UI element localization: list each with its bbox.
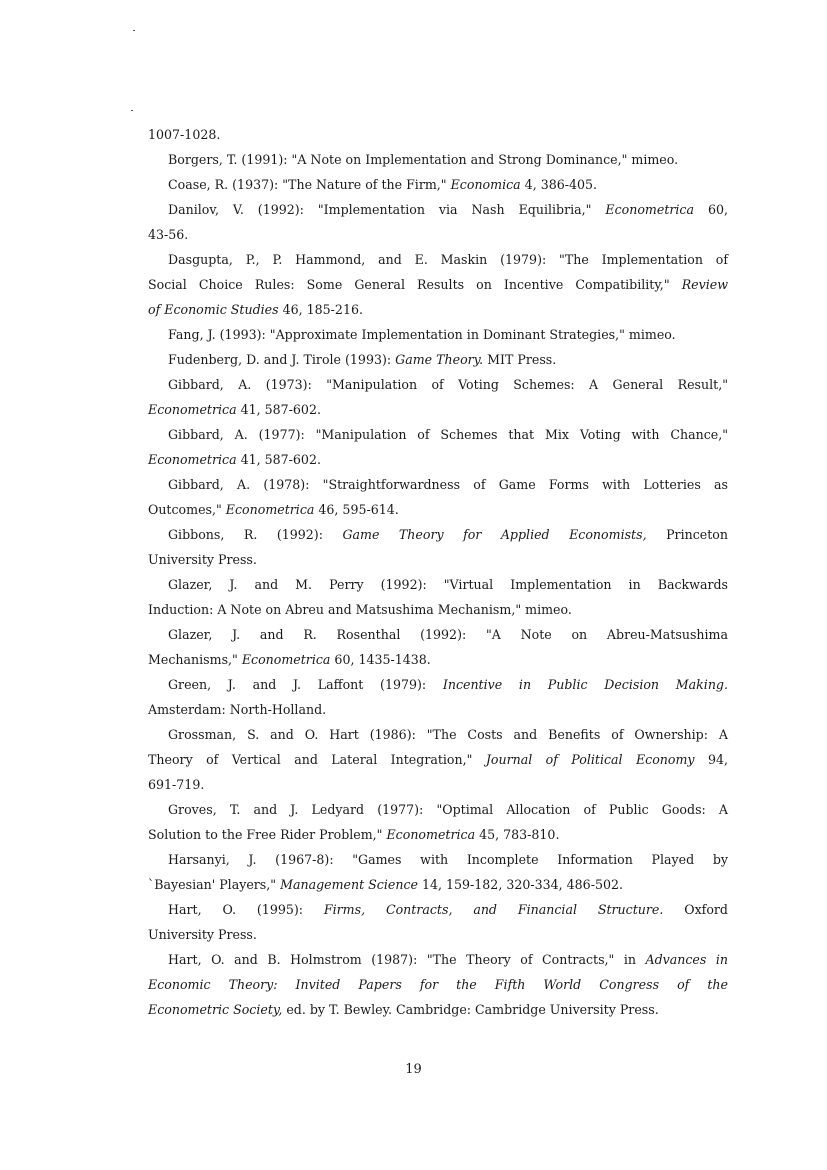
text-run: Princeton: [646, 527, 728, 542]
text-run: 60, 1435-1438.: [330, 652, 431, 667]
text-run: Solution to the Free Rider Problem,": [148, 827, 387, 842]
reference-continuation-line: [148, 972, 728, 997]
reference-continuation-line: [148, 697, 728, 722]
text-run: Fudenberg, D. and J. Tirole (1993):: [168, 352, 396, 367]
text-run: Gibbard, A. (1978): "Straightforwardness of Game Forms with Lotteries as: [168, 477, 728, 492]
reference-continuation-line: [148, 772, 728, 797]
reference-entry-start-line: [148, 347, 728, 372]
italic-text: Econometrica: [148, 452, 237, 467]
italic-text: Advances in: [645, 952, 728, 967]
reference-continuation-line: [148, 597, 728, 622]
reference-entry-start-line: [148, 722, 728, 747]
scan-mark-left: [131, 110, 133, 111]
text-run: Grossman, S. and O. Hart (1986): "The Costs and Benefits of Ownership: A: [168, 727, 728, 742]
reference-continuation-line: [148, 922, 728, 947]
reference-continuation-line: [148, 222, 728, 247]
text-run: Gibbons, R. (1992):: [168, 527, 343, 542]
italic-text: Econometrica: [241, 652, 331, 667]
reference-entry-start-line: [148, 197, 728, 222]
reference-entry-start-line: [148, 847, 728, 872]
reference-entry-start-line: [148, 422, 728, 447]
text-run: Social Choice Rules: Some General Results on Incentive Compatibility,": [148, 277, 682, 292]
text-run: Coase, R. (1937): "The Nature of the Firm,": [168, 177, 451, 192]
text-run: Harsanyi, J. (1967-8): "Games with Incomplete Information Played by: [168, 852, 728, 867]
italic-text: Economic Theory: Invited Papers for the Fifth World Congress of the: [148, 977, 728, 992]
reference-continuation-line: [148, 822, 728, 847]
text-run: 1007-1028.: [148, 127, 221, 142]
reference-entry-start-line: [148, 172, 728, 197]
reference-entry-start-line: [148, 247, 728, 272]
scan-mark-top: [133, 30, 135, 31]
reference-entry-start-line: [148, 947, 728, 972]
text-run: Oxford: [663, 902, 728, 917]
reference-entry-start-line: [148, 472, 728, 497]
text-run: Green, J. and J. Laffont (1979):: [168, 677, 443, 692]
text-run: Outcomes,": [148, 502, 226, 517]
text-run: Groves, T. and J. Ledyard (1977): "Optimal Allocation of Public Goods: A: [168, 802, 728, 817]
text-run: ed. by T. Bewley. Cambridge: Cambridge University Press.: [282, 1002, 659, 1017]
text-run: Gibbard, A. (1977): "Manipulation of Schemes that Mix Voting with Chance,": [168, 427, 728, 442]
page-number: 19: [405, 1062, 422, 1077]
text-run: Gibbard, A. (1973): "Manipulation of Voting Schemes: A General Result,": [168, 377, 728, 392]
reference-entry-start-line: [148, 147, 728, 172]
text-run: 60,: [694, 202, 728, 217]
text-run: Induction: A Note on Abreu and Matsushima Mechanism," mimeo.: [148, 602, 572, 617]
text-run: 14, 159-182, 320-334, 486-502.: [417, 877, 623, 892]
italic-text: Game Theory.: [395, 352, 484, 367]
reference-continuation-line: [148, 997, 728, 1022]
text-run: `Bayesian' Players,": [148, 877, 281, 892]
reference-entry-start-line: [148, 372, 728, 397]
italic-text: Journal of Political Economy: [485, 752, 695, 767]
references-page: [148, 122, 728, 1022]
text-run: 45, 783-810.: [475, 827, 560, 842]
reference-continuation-line: [148, 547, 728, 572]
text-run: 41, 587-602.: [236, 452, 321, 467]
text-run: Borgers, T. (1991): "A Note on Implementation and Strong Dominance," mimeo.: [168, 152, 679, 167]
reference-continuation-line: [148, 747, 728, 772]
text-run: Danilov, V. (1992): "Implementation via Nash Equilibria,": [168, 202, 606, 217]
reference-entry-start-line: [148, 322, 728, 347]
text-run: 4, 386-405.: [520, 177, 598, 192]
text-run: 46, 595-614.: [314, 502, 399, 517]
reference-continuation-line: [148, 297, 728, 322]
text-run: University Press.: [148, 552, 257, 567]
reference-continuation-line: [148, 647, 728, 672]
italic-text: Economica: [450, 177, 521, 192]
reference-continuation-line: [148, 497, 728, 522]
text-run: 94,: [694, 752, 728, 767]
text-run: Hart, O. and B. Holmstrom (1987): "The Theory of Contracts," in: [168, 952, 646, 967]
italic-text: Management Science: [280, 877, 418, 892]
text-run: MIT Press.: [483, 352, 557, 367]
reference-entry-start-line: [148, 572, 728, 597]
text-run: 41, 587-602.: [236, 402, 321, 417]
reference-entry-start-line: [148, 672, 728, 697]
reference-entry-start-line: [148, 622, 728, 647]
reference-entry-start-line: [148, 797, 728, 822]
italic-text: Econometrica: [148, 402, 237, 417]
italic-text: Review: [681, 277, 728, 292]
text-run: Hart, O. (1995):: [168, 902, 324, 917]
text-run: 43-56.: [148, 227, 189, 242]
text-run: Glazer, J. and M. Perry (1992): "Virtual Implementation in Backwards: [168, 577, 728, 592]
text-run: Amsterdam: North-Holland.: [148, 702, 327, 717]
italic-text: Incentive in Public Decision Making.: [442, 677, 728, 692]
text-run: Dasgupta, P., P. Hammond, and E. Maskin (1979): "The Implementation of: [168, 252, 728, 267]
italic-text: Game Theory for Applied Economists,: [342, 527, 647, 542]
reference-continuation-line: [148, 122, 728, 147]
text-run: 691-719.: [148, 777, 205, 792]
italic-text: Econometrica: [225, 502, 315, 517]
italic-text: Firms, Contracts, and Financial Structure.: [323, 902, 664, 917]
text-run: Theory of Vertical and Lateral Integration,": [148, 752, 486, 767]
italic-text: Econometrica: [386, 827, 476, 842]
text-run: University Press.: [148, 927, 257, 942]
text-run: Fang, J. (1993): "Approximate Implementation in Dominant Strategies," mimeo.: [168, 327, 676, 342]
italic-text: of Economic Studies: [148, 302, 279, 317]
reference-entry-start-line: [148, 897, 728, 922]
reference-continuation-line: [148, 872, 728, 897]
reference-continuation-line: [148, 272, 728, 297]
reference-continuation-line: [148, 447, 728, 472]
italic-text: Econometrica: [605, 202, 694, 217]
text-run: Glazer, J. and R. Rosenthal (1992): "A Note on Abreu-Matsushima: [168, 627, 728, 642]
text-run: 46, 185-216.: [278, 302, 363, 317]
reference-continuation-line: [148, 397, 728, 422]
reference-entry-start-line: [148, 522, 728, 547]
text-run: Mechanisms,": [148, 652, 242, 667]
italic-text: Econometric Society,: [148, 1002, 283, 1017]
